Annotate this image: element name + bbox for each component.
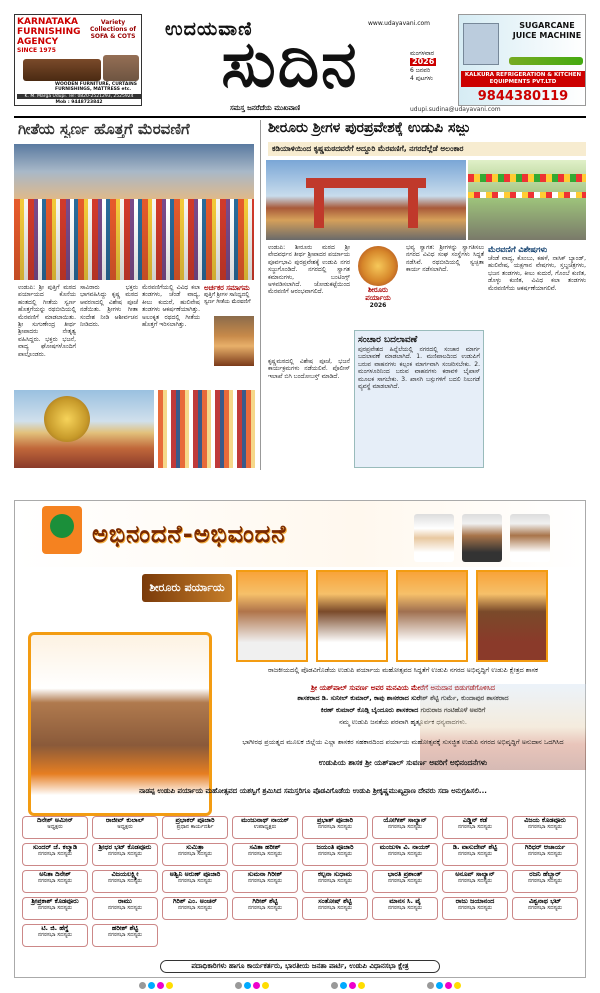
name-card-role: ನಗರಸಭಾ ಸದಸ್ಯರು	[457, 851, 493, 857]
story1-headline: ಗೀತೆಯ ಸ್ವರ್ಣ ಹೊತ್ತಗೆ ಮೆರವಣಿಗೆ	[18, 120, 190, 138]
name-card-role: ನಗರಸಭಾ ಸದಸ್ಯರು	[317, 878, 353, 884]
name-card-role: ಅಧ್ಯಕ್ಷರು	[47, 824, 63, 830]
story2-col3: ಕೃಷ್ಣಮಠದಲ್ಲಿ ವಿಶೇಷ ಪೂಜೆ, ಭಜನೆ ಕಾರ್ಯಕ್ರಮಗಳು ನಡೆಯಲಿವೆ. ಪೊಲೀಸ್ ಇಲಾಖೆ ಬಿಗಿ ಬಂದೋಬಸ್ತ್ ಮಾಡಿದೆ.	[268, 358, 350, 380]
name-card-name: ಭಾರತಿ ಪ್ರಶಾಂತ್	[387, 870, 423, 878]
name-card	[442, 816, 508, 839]
name-card	[92, 897, 158, 920]
name-card-role: ನಗರಸಭಾ ಸದಸ್ಯರು	[177, 878, 213, 884]
name-card-role: ನಗರಸಭಾ ಸದಸ್ಯರು	[387, 824, 423, 830]
story2-headline: ಶೀರೂರು ಶ್ರೀಗಳ ಪುರಪ್ರವೇಶಕ್ಕೆ ಉಡುಪಿ ಸಜ್ಜು	[268, 120, 471, 136]
name-card-name: ಯೋಗೀಶ್ ಸಾಲ್ಯಾನ್	[383, 816, 427, 824]
name-card-role: ನಗರಸಭಾ ಸದಸ್ಯರು	[247, 905, 283, 911]
name-card-name: ರಜನಿ ಹೆಬ್ಬಾರ್	[529, 870, 561, 878]
ad-heading: ಅಭಿನಂದನೆ-ಅಭಿವಂದನೆ	[92, 520, 287, 548]
name-card-name: ಸವಿತಾ ಹರೀಶ್	[249, 843, 281, 851]
name-card-role: ಉಪಾಧ್ಯಕ್ಷರು	[253, 824, 277, 830]
side-box-title: ಮೆರವಣಿಗೆ ವಿಶೇಷಗಳು	[488, 245, 548, 254]
furnishing-ad-line1: WOODEN FURNITURE, CURTAINS FURNISHINGS, MATTRESS etc.	[55, 82, 138, 92]
name-card	[302, 843, 368, 866]
website: www.udayavani.com	[368, 20, 431, 27]
story1-col1: ಉಡುಪಿ: ಶ್ರೀ ಪುತ್ತಿಗೆ ಮಠದ ಪರ್ಯಾಯದ ಕೊನೆಯ ಹಂತದಲ್ಲಿ ಗೀತೆಯ ಸ್ವರ್ಣ ಹೊತ್ತಗೆಯನ್ನು ರಥಬೀದಿಯಲ್ಲಿ ಮೆರವಣಿಗೆ ಮಾಡಲಾಯಿತು. ಶ್ರೀ ಸುಗುಣೇಂದ್ರ ತೀರ್ಥ ಶ್ರೀಪಾದರು ನೇತೃತ್ವ ವಹಿಸಿದ್ದರು. ಭಕ್ತರು ಭಜನೆ, ವಾದ್ಯ ಘೋಷಗಳೊಂದಿಗೆ ಪಾಲ್ಗೊಂಡರು.	[18, 284, 76, 358]
name-card	[512, 843, 578, 866]
leader-photo-2	[462, 514, 502, 562]
ad-para-4: ಕಿರಣ್ ಕುಮಾರ್ ಕೊಡ್ಗಿ ಬೈಂದೂರು ಶಾಸಕರಾದ ಗುರುರಾಜ ಗಂಟಿಹೊಳೆ ಅವರಿಗೆ	[320, 706, 486, 714]
name-card-role: ನಗರಸಭಾ ಸದಸ್ಯರು	[37, 932, 73, 938]
name-card	[92, 870, 158, 893]
masthead-title: ಸುದಿನ	[221, 28, 359, 102]
print-registration-marks	[60, 982, 540, 991]
name-card	[92, 924, 158, 947]
name-card-name: ವಿಶ್ವನಾಥ ಭಟ್	[528, 897, 562, 905]
name-card-role: ನಗರಸಭಾ ಸದಸ್ಯರು	[457, 824, 493, 830]
sofa-image	[23, 59, 101, 81]
juice-company: KALKURA REFRIGERATION & KITCHEN EQUIPMENTS PVT.LTD	[461, 71, 585, 87]
udayavani-label: ಉದಯವಾಣಿ	[165, 18, 253, 40]
priest-photo	[214, 316, 254, 366]
name-card-name: ಗಿರಿಧರ್ ಆಚಾರ್ಯ	[524, 843, 566, 851]
name-card-name: ಗಿರಿಶ್ ಎಂ. ಅಂಚನ್	[172, 897, 218, 905]
name-card-name: ಪ್ರಭಾಕರ್ ಪೂಜಾರಿ	[175, 816, 215, 824]
furnishing-ad-name: KARNATAKA FURNISHING AGENCY	[17, 17, 81, 47]
ad-para-7: ಉಡುಪಿಯ ಶಾಸಕ ಶ್ರೀ ಯಶ್‌ಪಾಲ್ ಸುವರ್ಣ ಅವರಿಗೆ ಅಭಿನಂದನೆಗಳು	[318, 758, 488, 767]
name-card	[512, 897, 578, 920]
name-card-role: ನಗರಸಭಾ ಸದಸ್ಯರು	[107, 905, 143, 911]
logo-year: 2026	[369, 302, 387, 309]
name-card-name: ಎಡ್ಡಿನ್ ಕಡೆ	[462, 816, 488, 824]
juice-machine-ad	[458, 14, 586, 106]
story1-col3: ಮೆರವಣಿಗೆಯಲ್ಲಿ ವಿವಿಧ ಕಲಾ ತಂಡಗಳು, ಚೆಂಡೆ ವಾದ್ಯ, ಕೀಲು ಕುದುರೆ, ಹುಲಿವೇಷ ತಂಡಗಳು ಆಕರ್ಷಣೆಯಾಗಿತ್ತು. ಅಲಂಕೃತ ರಥದಲ್ಲಿ ಗೀತೆಯ ಹೊತ್ತಗೆ ಇರಿಸಲಾಗಿತ್ತು.	[142, 284, 200, 329]
name-card-role: ನಗರಸಭಾ ಸದಸ್ಯರು	[107, 851, 143, 857]
ad-para-6: ಭಾಗೀರಥ ಪ್ರಯತ್ನದ ಮೂಲಕ ಜಿಲ್ಲೆಯ ಎಲ್ಲಾ ಶಾಸಕರ ಸಹಕಾರದಿಂದ ಪರ್ಯಾಯ ಮಹೋತ್ಸವಕ್ಕೆ ಸುಸಜ್ಜಿತ ಉಡುಪಿ ನಗರದ ಅಭಿವೃದ್ಧಿಗೆ ಅನುದಾನ ಒದಗಿಸಿದ	[242, 738, 564, 746]
cot-image	[103, 55, 139, 81]
story2-bunting-photo	[468, 160, 586, 240]
story2-arch-photo	[266, 160, 466, 240]
name-card-role: ಪ್ರಧಾನ ಕಾರ್ಯದರ್ಶಿ	[176, 824, 214, 830]
name-card	[22, 897, 88, 920]
name-card	[372, 870, 438, 893]
name-card	[232, 897, 298, 920]
juice-phone: 9844380119	[477, 89, 569, 104]
email: udupi.sudina@udayavani.com	[410, 106, 501, 113]
name-card	[162, 870, 228, 893]
name-card-name: ಮಂಜುನಾಥ್ ನಾಯಕ್	[241, 816, 289, 824]
date-pages: 4 ಪುಟಗಳು	[410, 75, 433, 82]
name-card	[92, 816, 158, 839]
juice-machine-image	[463, 23, 499, 65]
name-card	[512, 870, 578, 893]
name-card	[22, 924, 88, 947]
name-card	[92, 843, 158, 866]
date-box	[410, 50, 454, 102]
name-card-name: ರಾಜೀವ್ ಕುಲಾಲ್	[105, 816, 145, 824]
mla-photo-4	[476, 570, 548, 662]
name-card	[162, 843, 228, 866]
names-grid	[22, 816, 582, 956]
name-card	[372, 843, 438, 866]
story1-caption-body: ಪುತ್ತಿಗೆ ಶ್ರೀಗಳ ಸಾನಿಧ್ಯದಲ್ಲಿ ಸ್ವರ್ಣ ಗೀತೆಯ ಮೆರವಣಿಗೆ	[204, 292, 251, 305]
name-card-name: ಟಿ. ಜಿ. ಹೆಗ್ಡೆ	[41, 924, 69, 932]
name-card	[372, 816, 438, 839]
name-card-role: ನಗರಸಭಾ ಸದಸ್ಯರು	[527, 878, 563, 884]
story2-col2: ಭವ್ಯ ಸ್ವಾಗತ: ಶ್ರೀಗಳನ್ನು ಸ್ವಾಗತಿಸಲು ನಗರದ ವಿವಿಧ ಸಂಘ ಸಂಸ್ಥೆಗಳು ಸಿದ್ಧತೆ ನಡೆಸಿವೆ. ರಥಬೀದಿಯಲ್ಲಿ ಸ್ವಚ್ಛತಾ ಕಾರ್ಯ ನಡೆಸಲಾಗಿದೆ.	[406, 244, 484, 274]
name-card-role: ನಗರಸಭಾ ಸದಸ್ಯರು	[37, 851, 73, 857]
name-card-role: ನಗರಸಭಾ ಸದಸ್ಯರು	[317, 824, 353, 830]
ad-para-2: ಶ್ರೀ ಯಶ್‌ಪಾಲ್ ಸುವರ್ಣ ಅವರ ಮನವಿಯ ಮೇರೆಗೆ ಅನುದಾನ ಬಿಡುಗಡೆಗೊಳಿಸಿದ	[310, 684, 496, 692]
furnishing-ad	[14, 14, 142, 106]
name-card	[512, 816, 578, 839]
sugarcane-image	[509, 57, 583, 65]
name-card-name: ರಾಮು	[118, 897, 132, 905]
name-card	[22, 870, 88, 893]
name-card-name: ದಿನೇಶ್ ಅಮೀನ್	[37, 816, 73, 824]
name-card-role: ನಗರಸಭಾ ಸದಸ್ಯರು	[107, 878, 143, 884]
name-card	[22, 816, 88, 839]
name-card-name: ವಿಜಯ ಕೊಡವೂರು	[524, 816, 566, 824]
story2-col1: ಉಡುಪಿ: ಶೀರೂರು ಮಠದ ಶ್ರೀ ವೇದವರ್ಧನ ತೀರ್ಥ ಶ್ರೀಪಾದರ ಪರ್ಯಾಯ ಪೂರ್ವಭಾವಿ ಪುರಪ್ರವೇಶಕ್ಕೆ ಉಡುಪಿ ನಗರ ಸಜ್ಜುಗೊಂಡಿದೆ. ನಗರದಲ್ಲಿ ಸ್ವಾಗತ ಕಮಾನುಗಳು, ಬಂಟಿಂಗ್ಸ್ ಅಳವಡಿಸಲಾಗಿದೆ. ಜೋಡುಕಟ್ಟೆಯಿಂದ ಮೆರವಣಿಗೆ ಆರಂಭವಾಗಲಿದೆ.	[268, 244, 350, 296]
name-card-name: ಸುಮನಾ ಗಿರೀಶ್	[247, 870, 283, 878]
name-card	[232, 816, 298, 839]
name-card-role: ನಗರಸಭಾ ಸದಸ್ಯರು	[527, 824, 563, 830]
mla-photo-1	[236, 570, 308, 662]
name-card-role: ನಗರಸಭಾ ಸದಸ್ಯರು	[247, 851, 283, 857]
furnishing-ad-address: K. M. Marga Udupi. Tel: 0820-2521293, 2525924	[17, 94, 141, 99]
name-card-name: ಸುಮಿತ್ರಾ	[186, 843, 204, 851]
name-card-name: ಡಿ. ವಾಸುದೇವ್ ಶೆಟ್ಟಿ	[452, 843, 498, 851]
mla-photo-2	[316, 570, 388, 662]
name-card-name: ಅನೂಪ್ ಸಾಲ್ಯಾನ್	[455, 870, 495, 878]
name-card	[232, 843, 298, 866]
logo-line2: ಪರ್ಯಾಯ	[365, 294, 391, 302]
ad-footer: ಪದಾಧಿಕಾರಿಗಳು ಹಾಗೂ ಕಾರ್ಯಕರ್ತರು, ಭಾರತೀಯ ಜನತಾ ಪಾರ್ಟಿ, ಉಡುಪಿ ವಿಧಾನಸಭಾ ಕ್ಷೇತ್ರ	[160, 960, 440, 973]
date-date: 6 ಜನವರಿ	[410, 67, 431, 74]
name-card	[442, 870, 508, 893]
tagline: ಸಮಸ್ತ ಜನರೆದೆಯ ಮುಖವಾಣಿ	[230, 104, 301, 112]
name-card-name: ಕಲ್ಪನಾ ಸುಧಾಮ	[317, 870, 352, 878]
story1-chariot-photo	[14, 390, 154, 468]
name-card	[372, 897, 438, 920]
name-card-name: ಶ್ರೀಧರ ಭಟ್ ಕೊಡವೂರು	[98, 843, 152, 851]
name-card-name: ಅನಿತಾ ದಿನೇಶ್	[39, 870, 71, 878]
name-card-name: ಸುಂದರ್ ಜೆ. ಕಲ್ಮಾಡಿ	[32, 843, 78, 851]
name-card	[442, 897, 508, 920]
name-card-role: ನಗರಸಭಾ ಸದಸ್ಯರು	[387, 905, 423, 911]
story1-crowd-photo	[158, 390, 256, 468]
name-card-role: ನಗರಸಭಾ ಸದಸ್ಯರು	[457, 905, 493, 911]
name-card-role: ಅಧ್ಯಕ್ಷರು	[117, 824, 133, 830]
name-card-role: ನಗರಸಭಾ ಸದಸ್ಯರು	[387, 878, 423, 884]
leader-photo-3	[510, 514, 550, 562]
name-card-name: ಮಂಜುಳಾ ವಿ. ನಾಯಕ್	[379, 843, 431, 851]
name-card-name: ಅಶ್ವಿನಿ ಅರುಣ್ ಪೂಜಾರಿ	[169, 870, 221, 878]
name-card-name: ಸಂತೋಷ್ ಶೆಟ್ಟಿ	[318, 897, 352, 905]
paryaya-ad-logo: ಶೀರೂರು ಪರ್ಯಾಯ	[142, 574, 232, 602]
furnishing-ad-mob: Mob : 9448723842	[55, 100, 103, 105]
bjp-logo	[42, 506, 82, 554]
ad-para-8: ನಾಡಪ್ಪ ಉಡುಪಿ ಪರ್ಯಾಯ ಮಹೋತ್ಸವದ ಯಶಸ್ವಿಗೆ ಶ್ರಮಿಸಿದ ಸಮಸ್ತರಿಗೂ ಪೊಡವಿಗೊಡೆಯ ಉಡುಪಿ ಶ್ರೀಕೃಷ್ಣಮುಖ್ಯಪ್ರಾಣ ದೇವರು ಸದಾ ಅನುಗ್ರಹಿಸಲಿ...	[139, 787, 487, 795]
name-card-role: ನಗರಸಭಾ ಸದಸ್ಯರು	[527, 851, 563, 857]
story1-main-photo	[14, 144, 254, 280]
logo-line1: ಶೀರೂರು	[368, 286, 388, 294]
name-card	[302, 816, 368, 839]
leader-photo-1	[414, 514, 454, 562]
name-card-role: ನಗರಸಭಾ ಸದಸ್ಯರು	[527, 905, 563, 911]
story1-caption-box	[204, 284, 256, 386]
date-year: 2026	[412, 57, 435, 66]
name-card-name: ಹರೀಶ್ ಶೆಟ್ಟಿ	[111, 924, 139, 932]
juice-machine-title: SUGARCANE JUICE MACHINE	[512, 21, 582, 40]
traffic-box	[354, 330, 484, 468]
side-box-body: ಚೆಂಡೆ ವಾದ್ಯ, ಕೊಂಬು, ಕಹಳೆ, ನಾಸಿಕ್ ಬ್ಯಾಂಡ್, ಹುಲಿವೇಷ, ಯಕ್ಷಗಾನ ವೇಷಗಳು, ಸ್ತಬ್ಧಚಿತ್ರಗಳು, ಭಜನ ತಂಡಗಳು, ಕೀಲು ಕುದುರೆ, ಗೊಂಬೆ ಕುಣಿತ, ಡೊಳ್ಳು ಕುಣಿತ, ವಿವಿಧ ಕಲಾ ತಂಡಗಳು ಮೆರವಣಿಗೆಯ ಆಕರ್ಷಣೆಯಾಗಲಿವೆ.	[488, 255, 586, 292]
ad-para-5: ನಮ್ಮ ಉಡುಪಿ ಜನತೆಯ ಪರವಾಗಿ ಹೃತ್ಪೂರ್ವಕ ಧನ್ಯವಾದಗಳು.	[339, 718, 467, 726]
name-card	[162, 816, 228, 839]
header-rule	[14, 116, 586, 118]
deity-icon	[358, 246, 398, 286]
name-card-role: ನಗರಸಭಾ ಸದಸ್ಯರು	[177, 851, 213, 857]
ad-para-1: ರಾಜಕೀಯದಲ್ಲಿ ಪೊಡವಿಗೊಡೆಯ ಉಡುಪಿ ಪರ್ಯಾಯ ಮಹೋತ್ಸವದ ಸಿದ್ಧತೆಗೆ ಉಡುಪಿ ನಗರದ ಅಭಿವೃದ್ಧಿಗೆ ಉಡುಪಿ ಕ್ಷೇತ್ರದ ಶಾಸಕ	[268, 666, 538, 674]
name-card-name: ಶ್ರೀಪ್ರಕಾಶ್ ಕೊಡವೂರು	[31, 897, 79, 905]
name-card-role: ನಗರಸಭಾ ಸದಸ್ಯರು	[317, 851, 353, 857]
name-card	[22, 843, 88, 866]
name-card-role: ನಗರಸಭಾ ಸದಸ್ಯರು	[177, 905, 213, 911]
column-divider	[260, 120, 261, 470]
story1-col2: ಸಾವಿರಾರು ಭಕ್ತರು ಭಾಗವಹಿಸಿದ್ದು ಕೃಷ್ಣ ಮಠದ ಆವರಣದಲ್ಲಿ ವಿಶೇಷ ಪೂಜೆ ನಡೆಯಿತು. ಶ್ರೀಗಳು ಗೀತಾ ಸಂದೇಶ ನೀಡಿ ಆಶೀರ್ವಚನ ನೀಡಿದರು.	[80, 284, 138, 329]
name-card-name: ಜಯಂತಿ ಪೂಜಾರಿ	[316, 843, 354, 851]
ad-para-3: ಶಾಸಕರಾದ ಡಿ. ಸುನೀಲ್ ಕುಮಾರ್, ಕಾಪು ಶಾಸಕರಾದ ಸುರೇಶ್ ಶೆಟ್ಟಿ ಗುರ್ಮೆ, ಕುಂದಾಪುರ ಶಾಸಕರಾದ	[297, 694, 509, 702]
story1-caption-title: ಅರ್ಚಕರ ಸಮಾಗಮ	[204, 284, 250, 292]
furnishing-ad-since: SINCE 1975	[17, 47, 56, 54]
date-day: ಮಂಗಳವಾರ	[410, 50, 435, 57]
story2-subhead: ಕಡಿಯಾಳಿಯಿಂದ ಕೃಷ್ಣಮಠದವರೆಗೆ ಅದ್ದೂರಿ ಮೆರವಣಿಗೆ, ನಗರದೆಲ್ಲೆಡೆ ಅಲಂಕಾರ	[268, 142, 586, 156]
name-card	[162, 897, 228, 920]
name-card	[232, 870, 298, 893]
furnishing-ad-variety: Variety Collections of SOFA & COTS	[90, 19, 136, 40]
name-card-name: ಮಾನಸ ಸಿ. ಪೈ	[389, 897, 421, 905]
mla-photo-3	[396, 570, 468, 662]
side-box	[488, 244, 586, 468]
name-card-role: ನಗರಸಭಾ ಸದಸ್ಯರು	[317, 905, 353, 911]
traffic-box-title: ಸಂಚಾರ ಬದಲಾವಣೆ	[358, 335, 418, 345]
name-card-role: ನಗರಸಭಾ ಸದಸ್ಯರು	[387, 851, 423, 857]
name-card-role: ನಗರಸಭಾ ಸದಸ್ಯರು	[247, 878, 283, 884]
shiroor-paryaya-logo	[354, 246, 402, 314]
name-card-name: ವಿಜಯಲಕ್ಷ್ಮೀ	[111, 870, 139, 878]
name-card-role: ನಗರಸಭಾ ಸದಸ್ಯರು	[37, 878, 73, 884]
name-card-role: ನಗರಸಭಾ ಸದಸ್ಯರು	[107, 932, 143, 938]
name-card-name: ಗಿರೀಶ್ ಶೆಟ್ಟಿ	[252, 897, 278, 905]
name-card	[302, 897, 368, 920]
name-card-name: ರಾಜು ಜಯಾನಂದ	[455, 897, 495, 905]
name-card	[442, 843, 508, 866]
name-card-role: ನಗರಸಭಾ ಸದಸ್ಯರು	[457, 878, 493, 884]
traffic-box-body: ಪುರಪ್ರವೇಶದ ಹಿನ್ನೆಲೆಯಲ್ಲಿ ನಗರದಲ್ಲಿ ಸಂಚಾರ ಮಾರ್ಗ ಬದಲಾವಣೆ ಮಾಡಲಾಗಿದೆ. 1. ಮಣಿಪಾಲದಿಂದ ಉಡುಪಿಗೆ ಬರುವ ವಾಹನಗಳು ಕಲ್ಸಂಕ ಮಾರ್ಗವಾಗಿ ಸಂಚರಿಸಬೇಕು. 2. ಮಂಗಳೂರಿನಿಂದ ಬರುವ ವಾಹನಗಳು ಕರಾವಳಿ ಬೈಪಾಸ್ ಮೂಲಕ ಸಾಗಬೇಕು. 3. ಖಾಸಗಿ ಬಸ್ಸುಗಳಿಗೆ ಬದಲಿ ನಿಲುಗಡೆ ವ್ಯವಸ್ಥೆ ಮಾಡಲಾಗಿದೆ.	[358, 346, 480, 391]
name-card-name: ಪ್ರಭಾತ್ ಪೂಜಾರಿ	[316, 816, 354, 824]
name-card	[302, 870, 368, 893]
name-card-role: ನಗರಸಭಾ ಸದಸ್ಯರು	[37, 905, 73, 911]
